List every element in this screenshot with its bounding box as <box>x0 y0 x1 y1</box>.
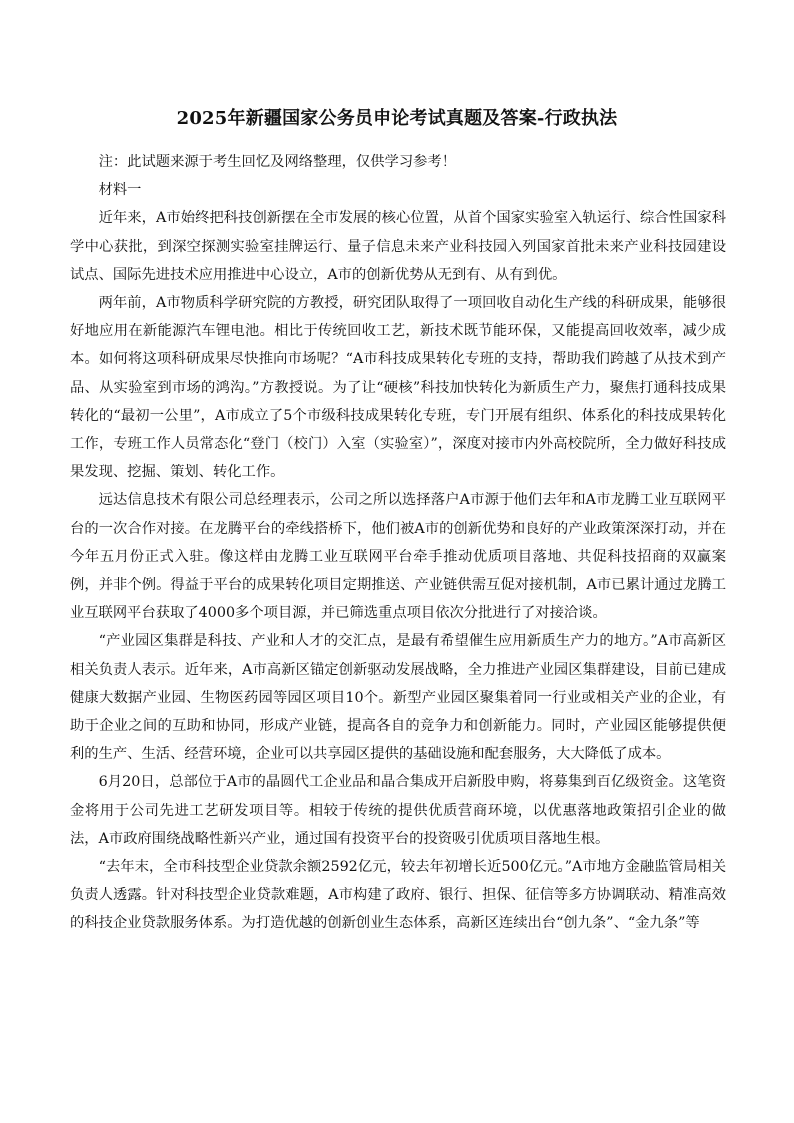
document-title: 2025年新疆国家公务员申论考试真题及答案-行政执法 <box>176 108 618 129</box>
paragraph: 6月20日，总部位于A市的晶圆代工企业品和晶合集成开启新股申购，将募集到百亿级资金。这笔资金将用于公司先进工艺研发项目等。相较于传统的提供优质营商环境，以优惠落地政策招引企业的做法，A市政府围绕战略性新兴产业，通过国有投资平台的投资吸引优质项目落地生根。 <box>70 774 726 847</box>
paragraph: 近年来，A市始终把科技创新摆在全市发展的核心位置，从首个国家实验室入轨运行、综合性国家科学中心获批，到深空探测实验室挂牌运行、量子信息未来产业科技园入列国家首批未来产业科技园建设试点、国际先进技术应用推进中心设立，A市的创新优势从无到有、从有到优。 <box>70 210 726 283</box>
section-heading: 材料一 <box>98 182 142 199</box>
paragraph: 两年前，A市物质科学研究院的方教授，研究团队取得了一项回收自动化生产线的科研成果，能够很好地应用在新能源汽车锂电池。相比于传统回收工艺，新技术既节能环保，又能提高回收效率，减少成本。如何将这项科研成果尽快推向市场呢？“A市科技成果转化专班的支持，帮助我们跨越了从技术到产品、从实验室到市场的鸿沟。”方教授说。为了让“硬核”科技加快转化为新质生产力，聚焦打通科技成果转化的“最初一公里”，A市成立了5个市级科技成果转化专班，专门开展有组织、体系化的科技成果转化工作，专班工作人员常态化“登门（校门）入室（实验室）”，深度对接市内外高校院所，全力做好科技成果发现、挖掘、策划、转化工作。 <box>70 295 726 481</box>
paragraph: 远达信息技术有限公司总经理表示，公司之所以选择落户A市源于他们去年和A市龙腾工业互联网平台的一次合作对接。在龙腾平台的牵线搭桥下，他们被A市的创新优势和良好的产业政策深深打动，并在今年五月份正式入驻。像这样由龙腾工业互联网平台牵手推动优质项目落地、共促科技招商的双赢案例，并非个例。得益于平台的成果转化项目定期推送、产业链供需互促对接机制，A市已累计通过龙腾工业互联网平台获取了4000多个项目源，并已筛选重点项目依次分批进行了对接洽谈。 <box>70 492 726 622</box>
source-note: 注：此试题来源于考生回忆及网络整理，仅供学习参考！ <box>98 154 457 170</box>
paragraph: “去年末，全市科技型企业贷款余额2592亿元，较去年初增长近500亿元。”A市地方金融监管局相关负责人透露。针对科技型企业贷款难题，A市构建了政府、银行、担保、征信等多方协调联动、精准高效的科技企业贷款服务体系。为打造优越的创新创业生态体系，高新区连续出台“创九条”、“金九条”等 <box>70 859 726 932</box>
paragraph: “产业园区集群是科技、产业和人才的交汇点，是最有希望催生应用新质生产力的地方。”A市高新区相关负责人表示。近年来，A市高新区锚定创新驱动发展战略，全力推进产业园区集群建设，目前已建成健康大数据产业园、生物医药园等园区项目10个。新型产业园区聚集着同一行业或相关产业的企业，有助于企业之间的互助和协同，形成产业链，提高各自的竞争力和创新能力。同时，产业园区能够提供便利的生产、生活、经营环境，企业可以共享园区提供的基础设施和配套服务，大大降低了成本。 <box>70 633 726 763</box>
document-body <box>70 148 726 938</box>
